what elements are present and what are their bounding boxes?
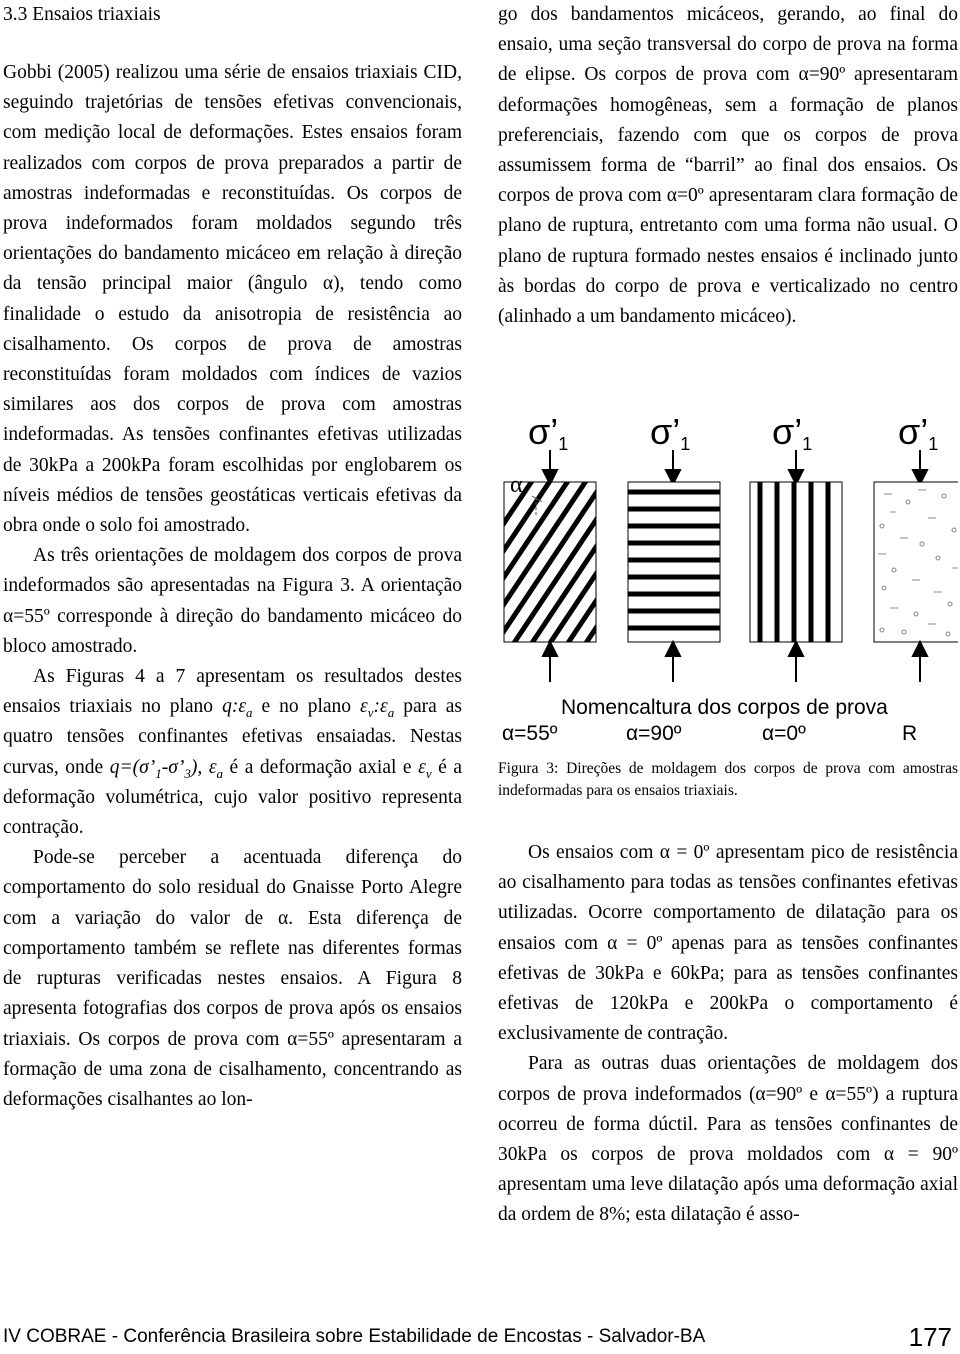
subscript: a xyxy=(387,705,395,721)
text-run: e no plano xyxy=(252,696,361,718)
sigma-label: σ’1 xyxy=(650,411,691,454)
right-column-bottom xyxy=(498,838,958,1231)
subscript: v xyxy=(425,765,432,781)
symbol-epsilon: ε xyxy=(208,756,217,778)
subscript: a xyxy=(216,765,223,781)
paragraph: Pode-se perceber a acentuada diferença do comportamento do solo residual do Gnaisse Porto Alegre com a variação do valor de α. Esta diferença de comportamento também se reflete nas diferentes formas de rupturas verificadas nestes ensaios. A Figura 8 apresenta fotografias dos corpos de prova após os ensaios triaxiais. Os corpos de prova com α=55º apresentaram a formação de uma zona de cisalhamento, concentrando as deformações cisalhantes ao lon- xyxy=(3,847,462,1110)
sigma-label: σ’1 xyxy=(898,411,939,454)
specimen-label: α=0º xyxy=(762,722,806,745)
text-run: é a deformação volumétrica, cujo valor positivo representa contração. xyxy=(3,756,463,839)
symbol-epsilon: ε xyxy=(380,696,388,718)
figure-title: Nomencaltura dos corpos de prova xyxy=(561,696,888,719)
paragraph: Gobbi (2005) realizou uma série de ensaios triaxiais CID, seguindo trajetórias de tensões efetivas convencionais, com medição local de deformações. Estes ensaios foram realizados com corpos de prova preparados a partir de amostras indeformadas e reconstituídas. Os corpos de prova indeformados foram moldados segundo três orientações do bandamento micáceo em relação à direção da tensão principal maior (ângulo α), tendo como finalidade o estudo da anisotropia de resistência ao cisalhamento. Os corpos de prova de amostras reconstituídas foram moldados com índices de vazios similares aos dos corpos de prova com amostras indeformadas. As tensões confinantes efetivas utilizadas de 30kPa a 200kPa foram escolhidas por englobarem os níveis médios de tensões geostáticas verticais efetivas da obra onde o solo foi amostrado. xyxy=(3,62,462,537)
subscript: 1 xyxy=(155,765,162,781)
specimen-diagram xyxy=(498,392,958,750)
right-column-top xyxy=(498,0,958,332)
specimen-alpha-90 xyxy=(628,482,720,642)
paragraph: Para as outras duas orientações de moldagem dos corpos de prova indeformados (α=90º e α=55º) a ruptura ocorreu de forma dúctil. Para as tensões confinantes de 30kPa os corpos de prova moldados com α = 90º apresentam uma leve dilatação após uma deformação axial da ordem de 8%; esta dilatação é asso- xyxy=(498,1053,958,1226)
symbol-epsilon: ε xyxy=(418,756,426,778)
subscript: a xyxy=(246,705,253,721)
specimen-label: α=90º xyxy=(626,722,682,745)
specimen-alpha-0 xyxy=(750,482,842,642)
sigma-label: σ’1 xyxy=(528,411,569,454)
specimen-label: α=55º xyxy=(502,722,558,745)
symbol-colon: : xyxy=(231,696,239,718)
paragraph: go dos bandamentos micáceos, gerando, ao final do ensaio, uma seção transversal do corpo de prova na forma de elipse. Os corpos de prova com α=90º apresentaram deformações homogêneas, sem a formação de planos preferenciais, fazendo com que os corpos de prova assumissem forma de “barril” ao final dos ensaios. Os corpos de prova com α=0º apresentaram clara formação de plano de ruptura, entretanto com uma forma não usual. O plano de ruptura formado nestes ensaios é inclinado junto às bordas do corpo de prova e verticalizado no centro (alinhado a um bandamento micáceo). xyxy=(498,4,958,328)
symbol-q: q xyxy=(222,696,232,718)
page-number: 177 xyxy=(908,1322,952,1352)
paragraph xyxy=(3,662,462,843)
text-run: , xyxy=(197,756,209,778)
sigma-label: σ’1 xyxy=(772,411,813,454)
paragraph: As três orientações de moldagem dos corpos de prova indeformados são apresentadas na Figura 3. A orientação α=55º corresponde à direção do bandamento micáceo do bloco amostrado. xyxy=(3,545,462,657)
symbol-epsilon: ε xyxy=(360,696,368,718)
formula: ) xyxy=(190,756,198,778)
formula: q=(σ’ xyxy=(109,756,156,778)
figure-3 xyxy=(498,392,958,750)
paragraph: Os ensaios com α = 0º apresentam pico de resistência ao cisalhamento para todas as tensões confinantes efetivas utilizadas. Ocorre comportamento de dilatação para os ensaios com α = 0º apenas para as tensões confinantes efetivas de 30kPa e 60kPa; para as tensões confinantes efetivas de 120kPa e 200kPa o comportamento é exclusivamente de contração. xyxy=(498,842,958,1045)
formula: -σ’ xyxy=(161,756,185,778)
specimen-reconstituted xyxy=(874,482,958,642)
subscript: v xyxy=(367,705,374,721)
symbol-colon: : xyxy=(373,696,380,718)
page-footer xyxy=(0,1322,960,1352)
text-run: As Figuras 4 a 7 apresentam os resultados destes ensaios triaxiais no plano xyxy=(3,666,462,718)
text-run: para as quatro tensões confinantes efetivas ensaiadas. Nestas curvas, onde xyxy=(3,696,462,778)
symbol-epsilon: ε xyxy=(238,696,247,718)
figure-caption: Figura 3: Direções de moldagem dos corpos de prova com amostras indeformadas para os ensaios triaxiais. xyxy=(498,760,958,799)
footer-text: IV COBRAE - Conferência Brasileira sobre Estabilidade de Encostas - Salvador-BA xyxy=(3,1326,706,1347)
section-heading: 3.3 Ensaios triaxiais xyxy=(3,4,161,25)
subscript: 3 xyxy=(184,765,191,781)
alpha-label: α xyxy=(510,472,523,498)
left-column xyxy=(3,0,462,1115)
specimen-label: R xyxy=(902,722,918,745)
text-run: é a deformação axial e xyxy=(223,756,419,778)
